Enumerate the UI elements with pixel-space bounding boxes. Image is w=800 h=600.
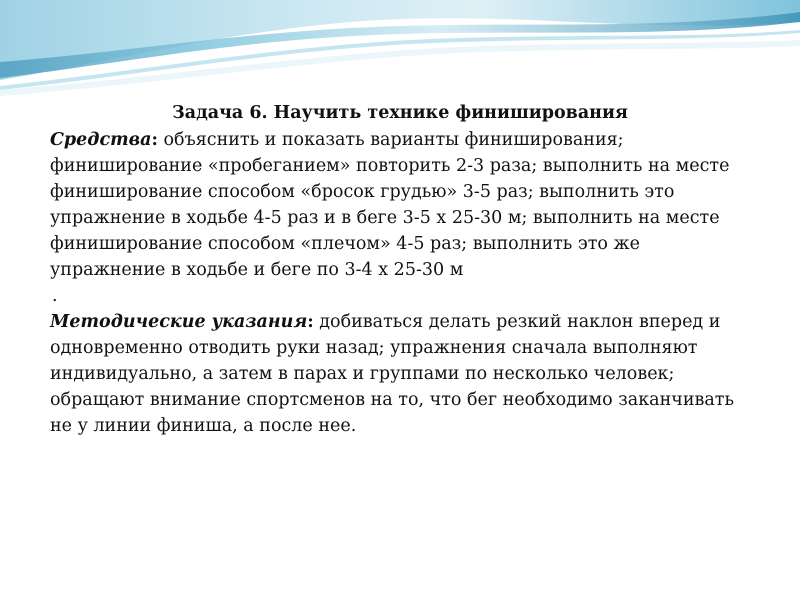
task-title: Задача 6. Научить технике финиширования (172, 103, 628, 123)
means-text: объяснить и показать варианты финиширования; финиширование «пробеганием» повторить 2-3 раза; выполнить на месте финиширование способом «бросок грудью» 3-5 раз; выполнить это упражнение в ходьбе 4-5 раз и в беге 3-5 х 25-30 м; выполнить на месте финиширование способом «плечом» 4-5 раз; выполнить это же упражнение в ходьбе и беге по 3-4 х 25-30 м (50, 130, 730, 280)
header-wave-decoration (0, 0, 800, 100)
text-content (50, 100, 750, 439)
guidelines-text: добиваться делать резкий наклон вперед и одновременно отводить руки назад; упражнения сначала выполняют индивидуально, а затем в парах и группами по несколько человек; обращают внимание спортсменов на то, что бег необходимо заканчивать не у линии финиша, а после нее. (50, 312, 734, 436)
means-paragraph (50, 127, 750, 283)
guidelines-term: Методические указания (50, 312, 308, 332)
means-term: Средства (50, 130, 152, 150)
guidelines-paragraph (50, 309, 750, 439)
means-colon: : (151, 130, 158, 150)
guidelines-colon: : (307, 312, 314, 332)
separator-dot: . (52, 286, 58, 306)
